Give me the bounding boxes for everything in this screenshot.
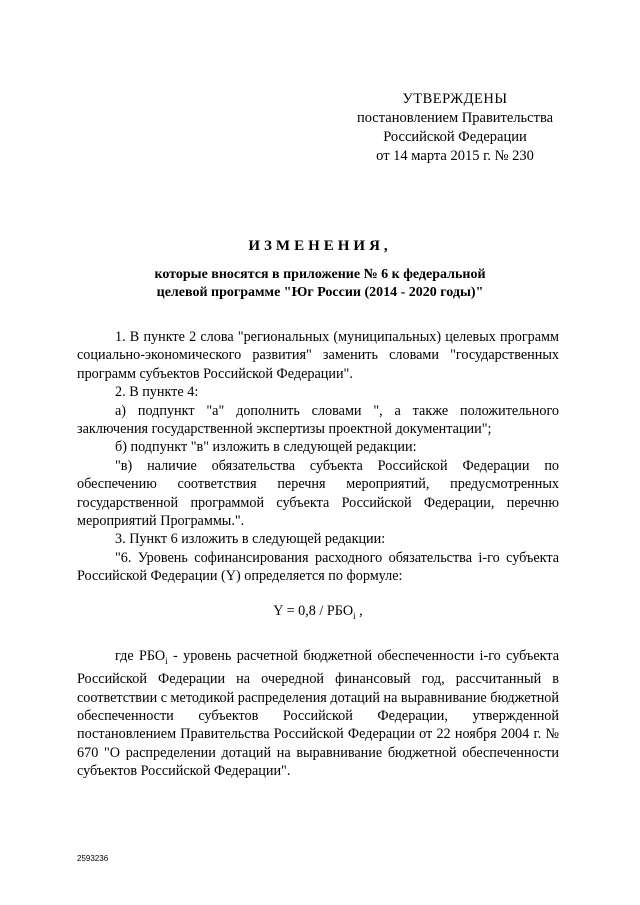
document-subtitle <box>60 266 580 302</box>
paragraph-8-start: где РБО <box>115 647 166 664</box>
paragraph-6: 3. Пункт 6 изложить в следующей редакции: <box>115 531 386 548</box>
subtitle-line-1: которые вносятся в приложение № 6 к федеральной <box>154 267 486 282</box>
paragraph-2: 2. В пункте 4: <box>115 384 199 401</box>
paragraph-1: 1. В пункте 2 слова "региональных (муниципальных) целевых программ социально-экономического развития" заменить словами "государственных программ субъектов Российской Федерации". <box>77 329 559 382</box>
paragraph-5: "в) наличие обязательства субъекта Российской Федерации по обеспечению соответствия перечня мероприятий, предусмотренных государственной программой субъекта Российской Федерации, перечню мероприятий Программы.". <box>77 457 559 530</box>
approval-heading: УТВЕРЖДЕНЫ <box>402 91 508 107</box>
document-body <box>77 328 559 781</box>
subtitle-line-2: целевой программе "Юг России (2014 - 2020 годы)" <box>156 285 484 300</box>
document-id: 2593236 <box>77 854 109 863</box>
approval-line-federation: Российской Федерации <box>383 129 527 145</box>
formula <box>77 602 559 625</box>
document-title: ИЗМЕНЕНИЯ, <box>248 238 392 254</box>
paragraph-8 <box>77 647 559 781</box>
paragraph-3: а) подпункт "а" дополнить словами ", а также положительного заключения государственной экспертизы проектной документации"; <box>77 402 559 438</box>
paragraph-8-subscript: i <box>165 655 168 666</box>
formula-subscript: i <box>353 610 356 621</box>
paragraph-8-rest: - уровень расчетной бюджетной обеспеченности i-го субъекта Российской Федерации на очередной финансовый год, рассчитанный в соответствии с методикой распределения дотаций на выравнивание бюджетной обеспеченности субъектов Российской Федерации, утвержденной постановлением Правительства Российской Федерации от 22 ноября 2004 г. № 670 "О распределении дотаций на выравнивание бюджетной обеспеченности субъектов Российской Федерации". <box>77 647 559 780</box>
approval-line-date: от 14 марта 2015 г. № 230 <box>376 148 534 164</box>
approval-line-resolution: постановлением Правительства <box>356 110 554 126</box>
approval-block <box>340 90 570 166</box>
formula-tail: , <box>355 602 363 619</box>
formula-main: Y = 0,8 / РБО <box>273 602 354 619</box>
paragraph-4: б) подпункт "в" изложить в следующей редакции: <box>115 439 417 456</box>
paragraph-7: "6. Уровень софинансирования расходного обязательства i-го субъекта Российской Федерации (Y) определяется по формуле: <box>77 549 559 585</box>
